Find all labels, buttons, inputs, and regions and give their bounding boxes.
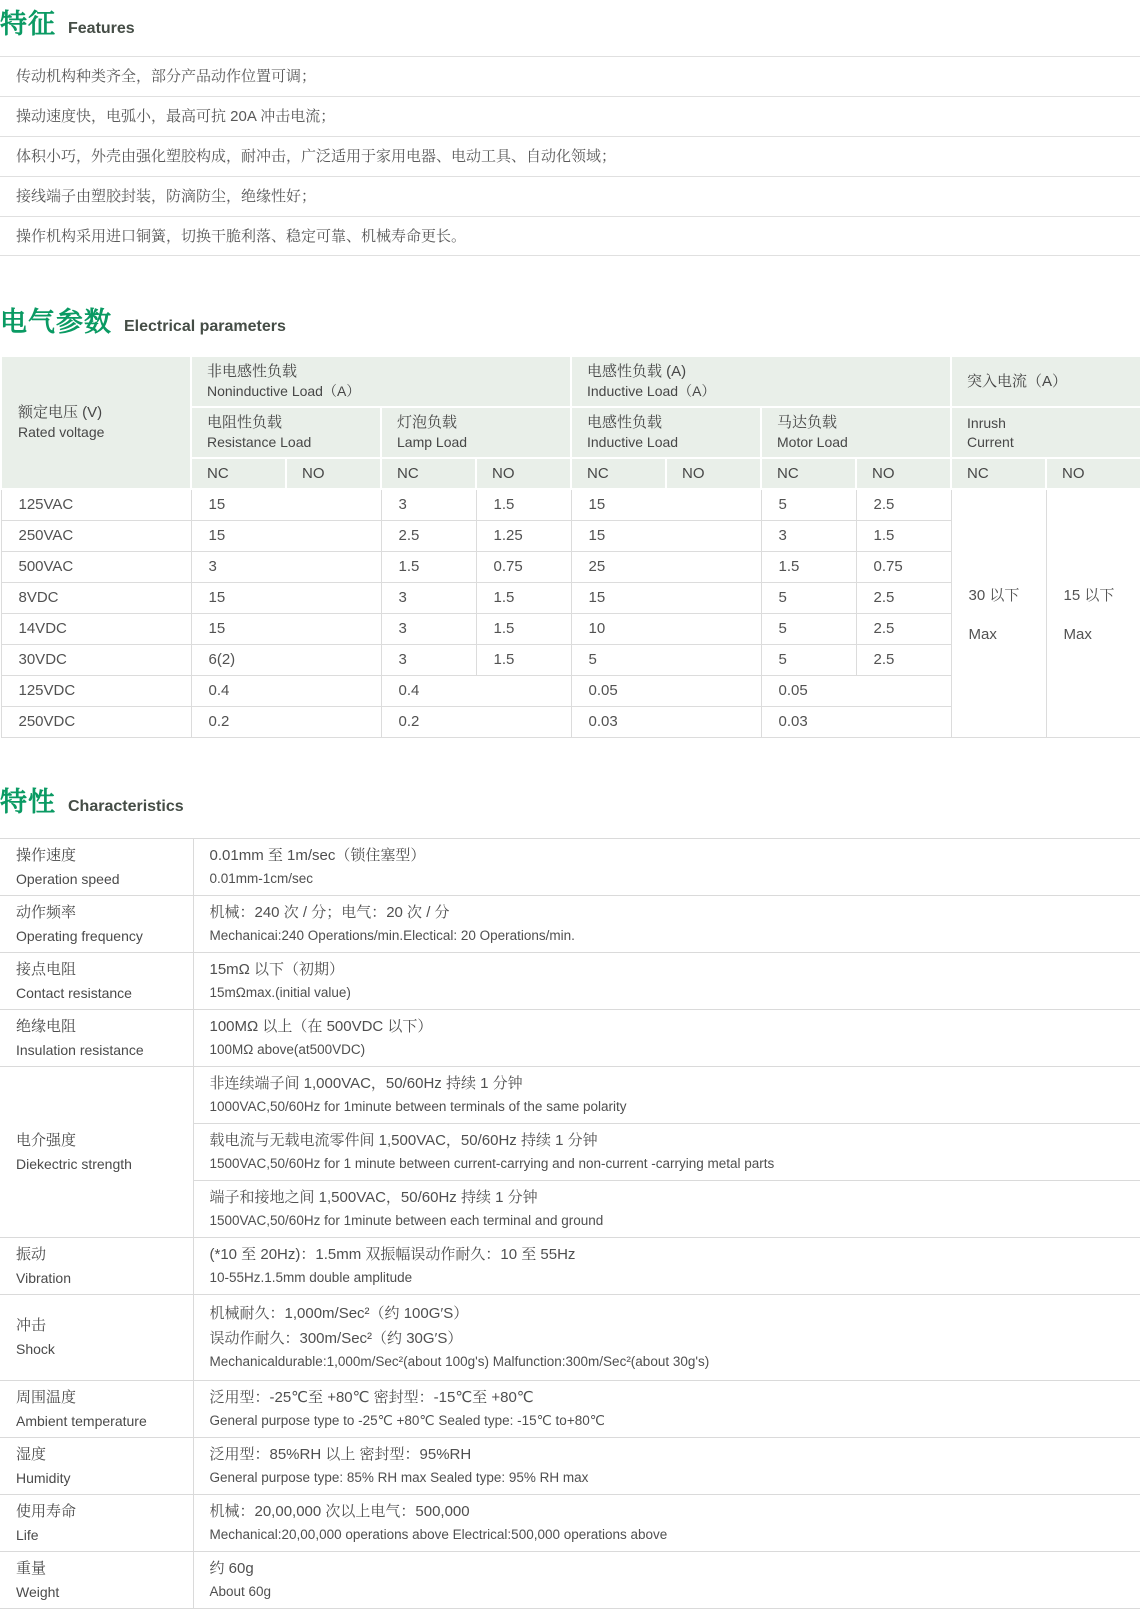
cell-motor-nc: 5 bbox=[761, 489, 856, 520]
header-cell-motor-load bbox=[761, 407, 951, 458]
characteristics-table bbox=[0, 838, 1140, 1609]
header-cell-rated-voltage bbox=[1, 356, 191, 489]
cell-lamp: 0.2 bbox=[381, 706, 571, 737]
label-cn: 电介强度 bbox=[16, 1131, 77, 1149]
table-row-humidity bbox=[0, 1437, 1140, 1494]
cell-motor-no: 2.5 bbox=[856, 582, 951, 613]
section-title-features bbox=[0, 2, 1140, 41]
header-label-en: Rated voltage bbox=[18, 424, 105, 440]
inrush-nc-max: Max bbox=[968, 625, 997, 643]
section-title-en: Electrical parameters bbox=[124, 318, 286, 335]
header-label-en: Current bbox=[967, 433, 1014, 450]
value-en: Mechanical:20,00,000 operations above Electrical:500,000 operations above bbox=[209, 1526, 668, 1542]
cell-lamp-nc: 1.5 bbox=[381, 551, 476, 582]
header-label-en: Noninductive Load（A） bbox=[207, 383, 361, 399]
header-cell-nc: NC bbox=[761, 458, 856, 489]
value-cn: 机械耐久：1,000m/Sec²（约 100G′S） bbox=[209, 1304, 469, 1322]
section-title-en: Characteristics bbox=[68, 797, 184, 815]
section-features bbox=[0, 2, 1140, 256]
header-label-en: Motor Load bbox=[777, 434, 848, 450]
header-cell-lamp-load bbox=[381, 407, 571, 458]
value-en: 10-55Hz.1.5mm double amplitude bbox=[209, 1269, 413, 1285]
header-label-cn: 电感性负载 (A) bbox=[587, 363, 687, 380]
cell-label bbox=[0, 1551, 193, 1608]
cell-resistance: 6(2) bbox=[191, 644, 381, 675]
cell-inductive: 15 bbox=[571, 489, 761, 520]
header-cell-inrush-current-en bbox=[951, 407, 1140, 458]
section-title-characteristics bbox=[0, 780, 1140, 819]
cell-resistance: 15 bbox=[191, 613, 381, 644]
cell-value bbox=[193, 1237, 1140, 1294]
header-label-cn: 电感性负载 bbox=[587, 414, 663, 431]
header-label-en: Inrush bbox=[967, 414, 1006, 431]
header-cell-nc: NC bbox=[381, 458, 476, 489]
cell-value bbox=[193, 1066, 1140, 1123]
cell-value bbox=[193, 1123, 1140, 1180]
label-cn: 重量 bbox=[16, 1559, 47, 1577]
cell-inrush-nc bbox=[951, 489, 1046, 737]
label-en: Ambient temperature bbox=[16, 1412, 147, 1429]
cell-voltage: 250VDC bbox=[1, 706, 191, 737]
cell-voltage: 500VAC bbox=[1, 551, 191, 582]
label-en: Life bbox=[16, 1526, 39, 1543]
header-label-en: Inductive Load（A） bbox=[587, 383, 716, 399]
feature-item: 体积小巧，外壳由强化塑胶构成，耐冲击，广泛适用于家用电器、电动工具、自动化领域； bbox=[0, 136, 1140, 176]
table-row-contact-resistance bbox=[0, 952, 1140, 1009]
value-en: 1000VAC,50/60Hz for 1minute between terminals of the same polarity bbox=[209, 1098, 627, 1114]
cell-lamp: 0.4 bbox=[381, 675, 571, 706]
section-characteristics bbox=[0, 780, 1140, 1609]
label-cn: 动作频率 bbox=[16, 903, 77, 921]
label-en: Weight bbox=[16, 1583, 60, 1600]
cell-lamp-no: 1.25 bbox=[476, 520, 571, 551]
cell-inductive: 10 bbox=[571, 613, 761, 644]
cell-voltage: 14VDC bbox=[1, 613, 191, 644]
label-cn: 湿度 bbox=[16, 1445, 47, 1463]
cell-inductive: 15 bbox=[571, 520, 761, 551]
cell-voltage: 125VAC bbox=[1, 489, 191, 520]
cell-motor: 0.03 bbox=[761, 706, 951, 737]
cell-value bbox=[193, 1551, 1140, 1608]
cell-value bbox=[193, 895, 1140, 952]
cell-lamp-nc: 3 bbox=[381, 582, 476, 613]
cell-motor-nc: 5 bbox=[761, 644, 856, 675]
section-title-electrical bbox=[0, 300, 1140, 339]
cell-value bbox=[193, 1380, 1140, 1437]
feature-item: 操作机构采用进口铜簧，切换干脆利落、稳定可靠、机械寿命更长。 bbox=[0, 216, 1140, 256]
value-en: General purpose type: 85% RH max Sealed type: 95% RH max bbox=[209, 1469, 589, 1485]
label-en: Humidity bbox=[16, 1469, 71, 1486]
value-cn: 泛用型：85%RH 以上 密封型：95%RH bbox=[209, 1445, 472, 1463]
header-label-cn: 额定电压 (V) bbox=[18, 404, 103, 421]
value-cn: 0.01mm 至 1m/sec（锁住塞型） bbox=[209, 846, 426, 864]
header-cell-no: NO bbox=[856, 458, 951, 489]
value-cn: 100MΩ 以上（在 500VDC 以下） bbox=[209, 1017, 433, 1035]
header-label-cn: 电阻性负载 bbox=[207, 414, 283, 431]
header-label-cn: 非电感性负载 bbox=[207, 363, 298, 380]
section-title-cn: 特性 bbox=[0, 786, 56, 817]
header-cell-no: NO bbox=[286, 458, 381, 489]
section-title-cn: 特征 bbox=[0, 9, 56, 39]
label-en: Vibration bbox=[16, 1269, 72, 1286]
inrush-nc-value: 30 以下 bbox=[968, 586, 1020, 604]
value-en: 15mΩmax.(initial value) bbox=[209, 984, 351, 1000]
label-en: Contact resistance bbox=[16, 984, 132, 1001]
value-cn: 15mΩ 以下（初期） bbox=[209, 960, 345, 978]
table-row-insulation-resistance bbox=[0, 1009, 1140, 1066]
label-cn: 周围温度 bbox=[16, 1388, 77, 1406]
cell-lamp-no: 1.5 bbox=[476, 489, 571, 520]
header-label-en: Inductive Load bbox=[587, 434, 679, 450]
label-en: Operating frequency bbox=[16, 927, 143, 944]
feature-item: 传动机构种类齐全，部分产品动作位置可调； bbox=[0, 56, 1140, 96]
table-row-vibration bbox=[0, 1237, 1140, 1294]
features-list bbox=[0, 56, 1140, 256]
cell-label bbox=[0, 1294, 193, 1380]
cell-resistance: 15 bbox=[191, 520, 381, 551]
header-label-en: Lamp Load bbox=[397, 434, 468, 450]
cell-voltage: 250VAC bbox=[1, 520, 191, 551]
feature-item: 操动速度快，电弧小，最高可抗 20A 冲击电流； bbox=[0, 96, 1140, 136]
value-cn: 泛用型：-25℃至 +80℃ 密封型：-15℃至 +80℃ bbox=[209, 1388, 534, 1406]
cell-motor-no: 2.5 bbox=[856, 644, 951, 675]
cell-inrush-no bbox=[1046, 489, 1140, 737]
value-en: Mechanicai:240 Operations/min.Electical: 20 Operations/min. bbox=[209, 927, 575, 943]
header-cell-nc: NC bbox=[951, 458, 1046, 489]
cell-value bbox=[193, 1437, 1140, 1494]
cell-label bbox=[0, 1437, 193, 1494]
header-label-cn: 马达负载 bbox=[777, 414, 838, 431]
cell-value bbox=[193, 1009, 1140, 1066]
cell-lamp-nc: 3 bbox=[381, 613, 476, 644]
label-cn: 接点电阻 bbox=[16, 960, 77, 978]
header-cell-resistance-load bbox=[191, 407, 381, 458]
value-cn: 非连续端子间 1,000VAC，50/60Hz 持续 1 分钟 bbox=[209, 1074, 523, 1092]
header-cell-nc: NC bbox=[571, 458, 666, 489]
label-en: Insulation resistance bbox=[16, 1041, 144, 1058]
table-row-weight bbox=[0, 1551, 1140, 1608]
table-row-dielectric-strength bbox=[0, 1066, 1140, 1123]
table-header-row bbox=[1, 356, 1140, 407]
table-row-operation-speed bbox=[0, 838, 1140, 895]
value-en: Mechanicaldurable:1,000m/Sec²(about 100g's) Malfunction:300m/Sec²(about 30g's) bbox=[209, 1353, 710, 1369]
label-cn: 振动 bbox=[16, 1245, 47, 1263]
label-cn: 绝缘电阻 bbox=[16, 1017, 77, 1035]
cell-inductive: 25 bbox=[571, 551, 761, 582]
cell-lamp-no: 1.5 bbox=[476, 613, 571, 644]
cell-value bbox=[193, 1180, 1140, 1237]
header-cell-no: NO bbox=[666, 458, 761, 489]
value-cn: 端子和接地之间 1,500VAC，50/60Hz 持续 1 分钟 bbox=[209, 1188, 538, 1206]
electrical-parameters-table bbox=[0, 355, 1140, 738]
value-en: 0.01mm-1cm/sec bbox=[209, 870, 314, 886]
value-en: 1500VAC,50/60Hz for 1minute between each terminal and ground bbox=[209, 1212, 604, 1228]
header-cell-no: NO bbox=[1046, 458, 1140, 489]
feature-item: 接线端子由塑胶封装，防滴防尘，绝缘性好； bbox=[0, 176, 1140, 216]
cell-motor: 0.05 bbox=[761, 675, 951, 706]
header-cell-inrush-current bbox=[951, 356, 1140, 407]
header-cell-noninductive-load bbox=[191, 356, 571, 407]
cell-label bbox=[0, 1380, 193, 1437]
table-row-ambient-temperature bbox=[0, 1380, 1140, 1437]
value-cn: 约 60g bbox=[209, 1559, 254, 1577]
value-en: About 60g bbox=[209, 1583, 272, 1599]
value-cn: 机械：240 次 / 分；电气：20 次 / 分 bbox=[209, 903, 450, 921]
section-title-en: Features bbox=[68, 20, 135, 37]
table-row bbox=[1, 489, 1140, 520]
cell-lamp-nc: 2.5 bbox=[381, 520, 476, 551]
header-cell-no: NO bbox=[476, 458, 571, 489]
cell-motor-nc: 3 bbox=[761, 520, 856, 551]
cell-resistance: 0.4 bbox=[191, 675, 381, 706]
cell-inductive: 0.03 bbox=[571, 706, 761, 737]
value-cn: 机械：20,00,000 次以上电气：500,000 bbox=[209, 1502, 470, 1520]
cell-label bbox=[0, 1009, 193, 1066]
value-en: 100MΩ above(at500VDC) bbox=[209, 1041, 366, 1057]
cell-label bbox=[0, 952, 193, 1009]
cell-lamp-nc: 3 bbox=[381, 489, 476, 520]
cell-voltage: 8VDC bbox=[1, 582, 191, 613]
cell-lamp-no: 0.75 bbox=[476, 551, 571, 582]
inrush-no-max: Max bbox=[1063, 625, 1092, 643]
section-electrical-parameters bbox=[0, 300, 1140, 738]
cell-inductive: 15 bbox=[571, 582, 761, 613]
header-label-en: Resistance Load bbox=[207, 434, 312, 450]
label-cn: 冲击 bbox=[16, 1317, 47, 1334]
header-cell-nc: NC bbox=[191, 458, 286, 489]
table-row-operating-frequency bbox=[0, 895, 1140, 952]
cell-motor-no: 2.5 bbox=[856, 613, 951, 644]
label-en: Diekectric strength bbox=[16, 1155, 132, 1172]
cell-label bbox=[0, 838, 193, 895]
value-cn: 误动作耐久：300m/Sec²（约 30G′S） bbox=[209, 1329, 463, 1347]
cell-inductive: 5 bbox=[571, 644, 761, 675]
cell-resistance: 15 bbox=[191, 489, 381, 520]
cell-label bbox=[0, 1237, 193, 1294]
cell-motor-no: 1.5 bbox=[856, 520, 951, 551]
cell-value bbox=[193, 952, 1140, 1009]
cell-lamp-no: 1.5 bbox=[476, 644, 571, 675]
header-cell-inductive-load-group bbox=[571, 356, 951, 407]
cell-motor-nc: 5 bbox=[761, 582, 856, 613]
cell-inductive: 0.05 bbox=[571, 675, 761, 706]
label-cn: 操作速度 bbox=[16, 846, 77, 864]
cell-voltage: 125VDC bbox=[1, 675, 191, 706]
label-en: Shock bbox=[16, 1341, 55, 1357]
cell-motor-nc: 1.5 bbox=[761, 551, 856, 582]
cell-resistance: 3 bbox=[191, 551, 381, 582]
cell-motor-no: 2.5 bbox=[856, 489, 951, 520]
cell-label bbox=[0, 1066, 193, 1237]
cell-motor-no: 0.75 bbox=[856, 551, 951, 582]
inrush-no-value: 15 以下 bbox=[1063, 586, 1115, 604]
value-cn: 载电流与无载电流零件间 1,500VAC，50/60Hz 持续 1 分钟 bbox=[209, 1131, 598, 1149]
value-cn: (*10 至 20Hz)：1.5mm 双振幅误动作耐久：10 至 55Hz bbox=[209, 1245, 576, 1263]
header-cell-inductive-load bbox=[571, 407, 761, 458]
cell-label bbox=[0, 895, 193, 952]
table-row-shock bbox=[0, 1294, 1140, 1380]
cell-lamp-nc: 3 bbox=[381, 644, 476, 675]
cell-resistance: 0.2 bbox=[191, 706, 381, 737]
header-label-cn: 突入电流（A） bbox=[967, 372, 1068, 390]
cell-value bbox=[193, 1294, 1140, 1380]
cell-resistance: 15 bbox=[191, 582, 381, 613]
label-en: Operation speed bbox=[16, 870, 120, 887]
cell-lamp-no: 1.5 bbox=[476, 582, 571, 613]
cell-value bbox=[193, 838, 1140, 895]
section-title-cn: 电气参数 bbox=[0, 307, 112, 337]
value-en: 1500VAC,50/60Hz for 1 minute between current-carrying and non-current -carrying metal parts bbox=[209, 1155, 775, 1171]
header-label-cn: 灯泡负载 bbox=[397, 414, 458, 431]
cell-voltage: 30VDC bbox=[1, 644, 191, 675]
cell-motor-nc: 5 bbox=[761, 613, 856, 644]
label-cn: 使用寿命 bbox=[16, 1502, 77, 1520]
value-en: General purpose type to -25℃ +80℃ Sealed type: -15℃ to+80℃ bbox=[209, 1412, 605, 1428]
